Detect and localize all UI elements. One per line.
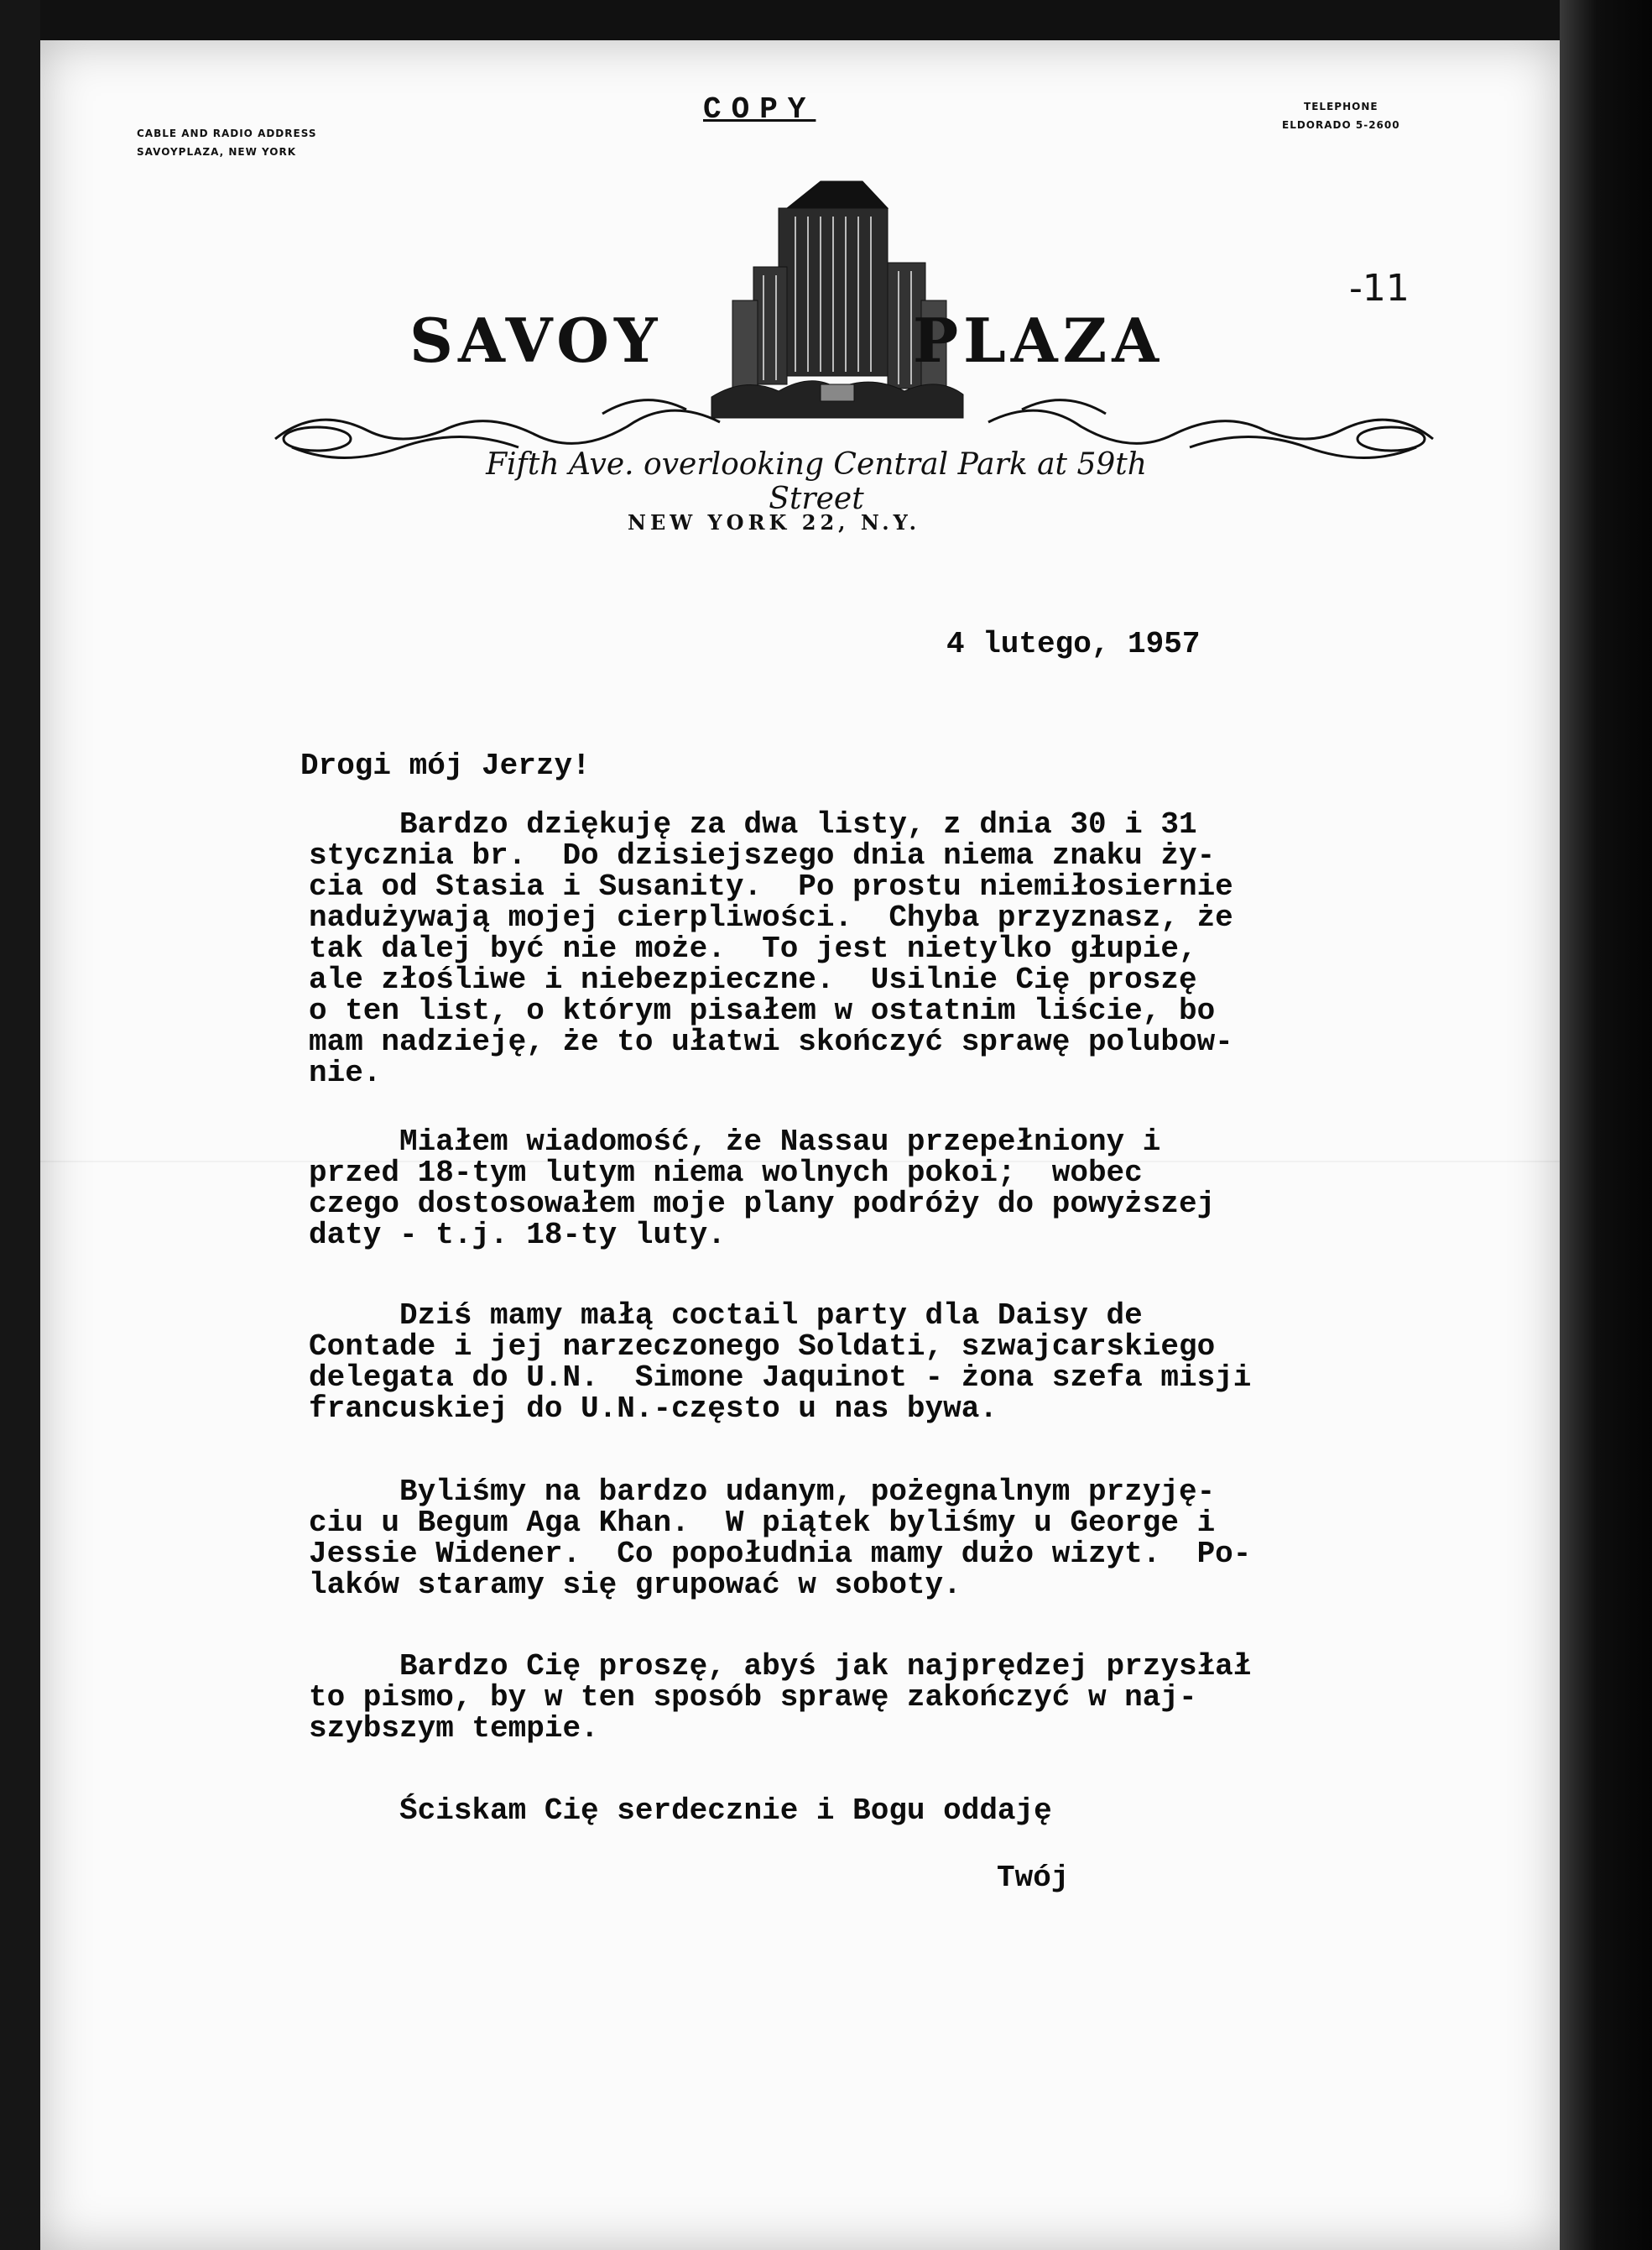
scan-border-right	[1560, 0, 1652, 2250]
letter-date: 4 lutego, 1957	[946, 627, 1201, 661]
paragraph-1-line: tak dalej być nie może. To jest nietylko głupie,	[309, 932, 1197, 966]
paragraph-4-line: ciu u Begum Aga Khan. W piątek byliśmy u George i	[309, 1506, 1216, 1540]
paragraph-5-line: Bardzo Cię proszę, abyś jak najprędzej przysłał	[309, 1649, 1252, 1684]
cable-address-value: SAVOYPLAZA, NEW YORK	[137, 146, 296, 158]
paragraph-2-line: przed 18-tym lutym niema wolnych pokoi; wobec	[309, 1156, 1143, 1190]
paragraph-1-line: mam nadzieję, że to ułatwi skończyć sprawę polubow-	[309, 1025, 1233, 1059]
paragraph-1-line: Bardzo dziękuję za dwa listy, z dnia 30 i 31	[309, 807, 1197, 842]
telephone-number: ELDORADO 5-2600	[1282, 119, 1400, 131]
copy-stamp: COPY	[703, 92, 816, 127]
closing-line: Ściskam Cię serdecznie i Bogu oddaję	[309, 1793, 1052, 1828]
paragraph-2-line: Miałem wiadomość, że Nassau przepełniony i	[309, 1125, 1161, 1159]
telephone-label: TELEPHONE	[1304, 101, 1378, 112]
telephone	[1282, 97, 1400, 134]
brand-plaza: PLAZA	[913, 305, 1165, 376]
paragraph-2-line: czego dostosowałem moje plany podróży do powyższej	[309, 1187, 1216, 1221]
salutation: Drogi mój Jerzy!	[300, 749, 591, 783]
paragraph-3-line: Dziś mamy małą coctail party dla Daisy de	[309, 1298, 1143, 1333]
hotel-address: NEW YORK 22, N.Y.	[628, 510, 920, 535]
paragraph-4-line: Jessie Widener. Co popołudnia mamy dużo wizyt. Po-	[309, 1537, 1252, 1571]
paragraph-2-line: daty - t.j. 18-ty luty.	[309, 1218, 726, 1252]
paragraph-3-line: Contade i jej narzeczonego Soldati, szwajcarskiego	[309, 1329, 1216, 1364]
scan-border-left	[0, 0, 40, 2250]
paragraph-3-line: delegata do U.N. Simone Jaquinot - żona szefa misji	[309, 1360, 1252, 1395]
paragraph-4-line: Byliśmy na bardzo udanym, pożegnalnym przyję-	[309, 1475, 1216, 1509]
cable-address-label: CABLE AND RADIO ADDRESS	[137, 128, 317, 139]
paragraph-1-line: cia od Stasia i Susanity. Po prostu niemiłosiernie	[309, 869, 1233, 904]
hotel-tagline: Fifth Ave. overlooking Central Park at 59th Street	[486, 447, 1147, 516]
paragraph-1-line: nie.	[309, 1056, 382, 1090]
paragraph-1-line: o ten list, o którym pisałem w ostatnim liście, bo	[309, 994, 1216, 1028]
paragraph-1-line: ale złośliwe i niebezpieczne. Usilnie Cię proszę	[309, 963, 1197, 997]
signoff: Twój	[997, 1861, 1070, 1895]
paragraph-3-line: francuskiej do U.N.-często u nas bywa.	[309, 1391, 998, 1426]
paragraph-5-line: to pismo, by w ten sposób sprawę zakończyć w naj-	[309, 1680, 1197, 1715]
letter-page	[40, 40, 1560, 2250]
paragraph-1-line: stycznia br. Do dzisiejszego dnia niema znaku ży-	[309, 838, 1216, 873]
paragraph-5-line: szybszym tempie.	[309, 1711, 599, 1746]
cable-address	[137, 124, 316, 161]
paragraph-1-line: nadużywają mojej cierpliwości. Chyba przyznasz, że	[309, 901, 1233, 935]
brand-savoy: SAVOY	[409, 305, 663, 376]
paragraph-4-line: laków staramy się grupować w soboty.	[309, 1568, 961, 1602]
handwritten-note: -11	[1349, 267, 1410, 310]
scan-border-top	[0, 0, 1652, 42]
